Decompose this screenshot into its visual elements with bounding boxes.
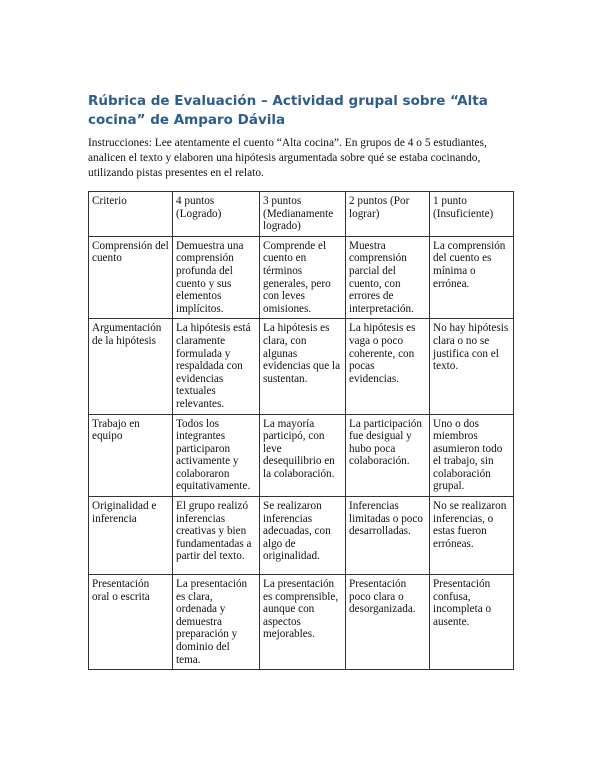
level-3-cell: La presentación es comprensible, aunque con aspectos mejorables.	[260, 575, 346, 670]
level-4-cell: Todos los integrantes participaron activamente y colaboraron equitativamente.	[173, 414, 260, 497]
criterion-cell: Originalidad e inferencia	[89, 497, 173, 575]
level-4-cell: La presentación es clara, ordenada y demuestra preparación y dominio del tema.	[173, 575, 260, 670]
header-criterio: Criterio	[89, 192, 173, 237]
level-1-cell: Uno o dos miembros asumieron todo el trabajo, sin colaboración grupal.	[430, 414, 514, 497]
document-page	[88, 92, 513, 670]
level-3-cell: Se realizaron inferencias adecuadas, con algo de originalidad.	[260, 497, 346, 575]
document-title: Rúbrica de Evaluación – Actividad grupal sobre “Alta cocina” de Amparo Dávila	[88, 93, 488, 128]
table-row-originalidad	[89, 497, 514, 575]
criterion-cell: Comprensión del cuento	[89, 236, 173, 319]
criterion-cell: Trabajo en equipo	[89, 414, 173, 497]
header-1-punto: 1 punto (Insuficiente)	[430, 192, 514, 237]
level-1-cell: No hay hipótesis clara o no se justifica con el texto.	[430, 319, 514, 414]
level-2-cell: La hipótesis es vaga o poco coherente, con pocas evidencias.	[346, 319, 430, 414]
level-4-cell: Demuestra una comprensión profunda del cuento y sus elementos implícitos.	[173, 236, 260, 319]
header-3-puntos: 3 puntos (Medianamente logrado)	[260, 192, 346, 237]
level-2-cell: Muestra comprensión parcial del cuento, con errores de interpretación.	[346, 236, 430, 319]
table-row-argumentacion	[89, 319, 514, 414]
level-1-cell: Presentación confusa, incompleta o ausente.	[430, 575, 514, 670]
level-3-cell: Comprende el cuento en términos generales, pero con leves omisiones.	[260, 236, 346, 319]
criterion-cell: Presentación oral o escrita	[89, 575, 173, 670]
table-row-presentacion	[89, 575, 514, 670]
level-3-cell: La mayoría participó, con leve desequilibrio en la colaboración.	[260, 414, 346, 497]
level-4-cell: La hipótesis está claramente formulada y respaldada con evidencias textuales relevantes.	[173, 319, 260, 414]
level-2-cell: La participación fue desigual y hubo poca colaboración.	[346, 414, 430, 497]
level-2-cell: Presentación poco clara o desorganizada.	[346, 575, 430, 670]
level-1-cell: No se realizaron inferencias, o estas fueron erróneas.	[430, 497, 514, 575]
rubric-table	[88, 191, 514, 670]
table-header-row	[89, 192, 514, 237]
header-4-puntos: 4 puntos (Logrado)	[173, 192, 260, 237]
level-3-cell: La hipótesis es clara, con algunas evidencias que la sustentan.	[260, 319, 346, 414]
table-row-comprension	[89, 236, 514, 319]
level-2-cell: Inferencias limitadas o poco desarrolladas.	[346, 497, 430, 575]
level-4-cell: El grupo realizó inferencias creativas y bien fundamentadas a partir del texto.	[173, 497, 260, 575]
header-2-puntos: 2 puntos (Por lograr)	[346, 192, 430, 237]
criterion-cell: Argumentación de la hipótesis	[89, 319, 173, 414]
level-1-cell: La comprensión del cuento es mínima o errónea.	[430, 236, 514, 319]
instructions-text: Instrucciones: Lee atentamente el cuento “Alta cocina”. En grupos de 4 o 5 estudiantes, analicen el texto y elaboren una hipótesis argumentada sobre qué se estaba cocinando, utilizando pistas presentes en el relato.	[88, 137, 487, 179]
table-row-trabajo	[89, 414, 514, 497]
